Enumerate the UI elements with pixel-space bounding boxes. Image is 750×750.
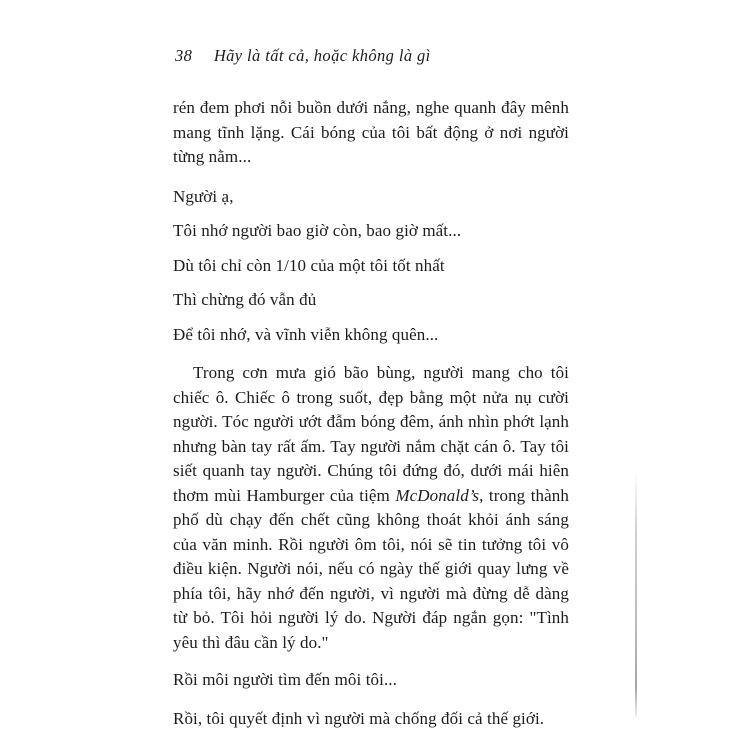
paragraph-continuation: rén đem phơi nỗi buồn dưới nắng, nghe quanh đây mênh mang tĩnh lặng. Cái bóng của tôi bất động ở nơi người từng nằm... (173, 98, 569, 166)
page-gutter-shadow (635, 472, 637, 717)
paragraph-segment: Trong cơn mưa gió bão bùng, người mang cho tôi chiếc ô. Chiếc ô trong suốt, đẹp bằng một nửa nụ cười người. Tóc người ướt đẫm bóng đêm, ánh nhìn phớt lạnh nhưng bàn tay rất ấm. Tay người nắm chặt cán ô. Tay tôi siết quanh tay người. Chúng tôi đứng đó, dưới mái hiên thơm mùi Hamburger của tiệm (173, 363, 569, 505)
page-number: 38 (175, 46, 193, 65)
verse-line: Thì chừng đó vẫn đủ (173, 290, 317, 309)
paragraph-main (173, 361, 569, 655)
verse-line: Tôi nhớ người bao giờ còn, bao giờ mất... (173, 221, 462, 240)
page-text (173, 96, 569, 731)
paragraph-segment: , trong thành phố dù chạy đến chết cũng không thoát khỏi ánh sáng của văn minh. Rồi người ôm tôi, nói sẽ tin tưởng tôi vô điều kiện. Người nói, nếu có ngày thế giới quay lưng về phía tôi, hãy nhớ đến người, vì người mà đừng dễ dàng từ bỏ. Tôi hỏi người lý do. Người đáp ngắn gọn: "Tình yêu thì đâu cần lý do." (173, 485, 569, 652)
verse-line: Để tôi nhớ, và vĩnh viễn không quên... (173, 324, 439, 344)
verse-line: Dù tôi chỉ còn 1/10 của một tôi tốt nhất (173, 255, 445, 275)
page-header (175, 46, 431, 66)
brand-name-italic: McDonald’s (395, 485, 480, 505)
running-title: Hãy là tất cả, hoặc không là gì (213, 46, 431, 65)
verse-line: Người ạ, (173, 186, 234, 206)
closing-line: Rồi môi người tìm đến môi tôi... (173, 670, 397, 689)
closing-line: Rồi, tôi quyết định vì người mà chống đối cả thế giới. (173, 708, 545, 728)
